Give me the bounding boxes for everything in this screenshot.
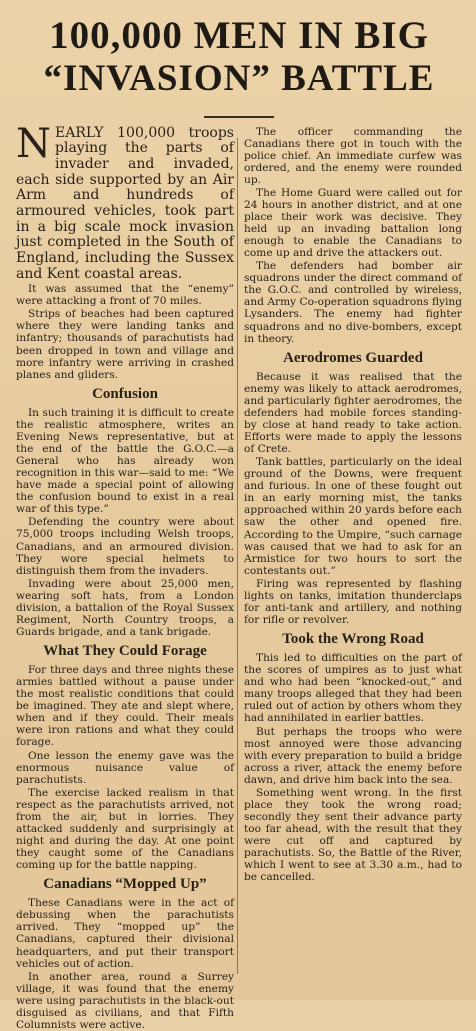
- paragraph: The officer commanding the Canadians there got in touch with the police chief. An immediate curfew was ordered, and the enemy were rounded up.: [244, 125, 462, 186]
- paragraph: Firing was represented by flashing lights on tanks, imitation thunderclaps for anti-tank and artillery, and nothing for rifle or revolver.: [244, 577, 462, 626]
- paragraph: Tank battles, particularly on the ideal ground of the Downs, were frequent and furious. In one of these fought out in an early morning mist, the tanks approached within 20 yards before each saw the other and opened fire. According to the Umpire, “such carnage was caused that we had to ask for an Armistice for two hours to sort the contestants out.”: [244, 456, 462, 577]
- paragraph: The exercise lacked realism in that respect as the parachutists arrived, not from the air, but in lorries. They attacked suddenly and surprisingly at night and during the day. At one point they caught some of the Canadians coming up for the battle napping.: [16, 786, 234, 872]
- subhead-aerodromes: Aerodromes Guarded: [283, 349, 423, 366]
- paragraph: The defenders had bomber air squadrons under the direct command of the G.O.C. and controlled by wireless, and Army Co-operation squadrons flying Lysanders. The enemy had fighter squadrons and no dive-bombers, except in theory.: [244, 260, 462, 345]
- subhead-mopped-up: Canadians “Mopped Up”: [43, 876, 207, 893]
- headline: [16, 16, 462, 98]
- paragraph: It was assumed that the “enemy” were attacking a front of 70 miles.: [16, 283, 234, 308]
- lead-text: EARLY 100,000 troops playing the parts of invader and invaded, each side supported by an Air Arm and hundreds of armoured vehicles, took part in a big scale mock invasion just completed in the South of England, including the Sussex and Kent coastal areas.: [16, 124, 234, 282]
- paragraph: Strips of beaches had been captured where they were landing tanks and infantry; thousands of parachutists had been dropped in town and village and more infantry were arriving in crashed planes and gliders.: [16, 308, 234, 381]
- column-left: [16, 120, 234, 1031]
- subhead-confusion: Confusion: [92, 385, 158, 402]
- subhead-forage: What They Could Forage: [43, 643, 207, 659]
- paragraph: The Home Guard were called out for 24 hours in another district, and at one place their work was decisive. They held up an invading battalion long enough to enable the Canadians to come up and drive the attackers out.: [244, 186, 462, 260]
- article-columns: [16, 120, 462, 1031]
- paragraph: Invading were about 25,000 men, wearing soft hats, from a London division, a battalion of the Royal Sussex Regiment, North Country troops, a Guards brigade, and a tank brigade.: [16, 577, 234, 638]
- paragraph: Something went wrong. In the first place they took the wrong road; secondly they sent their advance party too far ahead, with the result that they were cut off and captured by parachutists. So, the Battle of the River, which I went to see at 3.30 a.m., had to be cancelled.: [244, 786, 462, 884]
- headline-rule: [204, 116, 274, 118]
- paragraph: In another area, round a Surrey village, it was found that the enemy were using parachutists in the black-out disguised as civilians, and that Fifth Columnists were active.: [16, 970, 234, 1031]
- lead-paragraph: [16, 120, 234, 283]
- subhead-wrong-road: Took the Wrong Road: [282, 631, 424, 648]
- drop-cap: N: [16, 120, 51, 167]
- paragraph: For three days and three nights these armies battled without a pause under the most realistic conditions that could be imagined. They ate and slept where, when and if they could. Their meals were iron rations and what they could forage.: [16, 664, 234, 749]
- paragraph: Defending the country were about 75,000 troops including Welsh troops, Canadians, and an armoured division. They wore special helmets to distinguish them from the invaders.: [16, 516, 234, 577]
- headline-line-2: “INVASION” BATTLE: [43, 57, 435, 99]
- paragraph: These Canadians were in the act of debussing when the parachutists arrived. They “mopped up” the Canadians, captured their divisional headquarters, and put their transport vehicles out of action.: [16, 897, 234, 970]
- paragraph: But perhaps the troops who were most annoyed were those advancing with every preparation to build a bridge across a river, attack the enemy before dawn, and drive him back into the sea.: [244, 725, 462, 786]
- paragraph: One lesson the enemy gave was the enormous nuisance value of parachutists.: [16, 749, 234, 786]
- column-divider: [237, 138, 238, 974]
- headline-line-1: 100,000 MEN IN BIG: [49, 14, 429, 57]
- paragraph: This led to difficulties on the part of the scores of umpires as to just what and who had been “knocked-out,” and many troops alleged that they had been ruled out of action by others whom they had annihilated in earlier battles.: [244, 652, 462, 725]
- column-right: [244, 126, 462, 986]
- paragraph: Because it was realised that the enemy was likely to attack aerodromes, and particularly fighter aerodromes, the defenders had mobile forces standing-by close at hand ready to take action. Efforts were made to apply the lessons of Crete.: [244, 370, 462, 456]
- paragraph: In such training it is difficult to create the realistic atmosphere, writes an Evening News representative, but at the end of the battle the G.O.C.—a General who has already won recognition in this war—said to me: “We have made a special point of allowing the confusion bound to exist in a real war of this type.”: [16, 406, 234, 516]
